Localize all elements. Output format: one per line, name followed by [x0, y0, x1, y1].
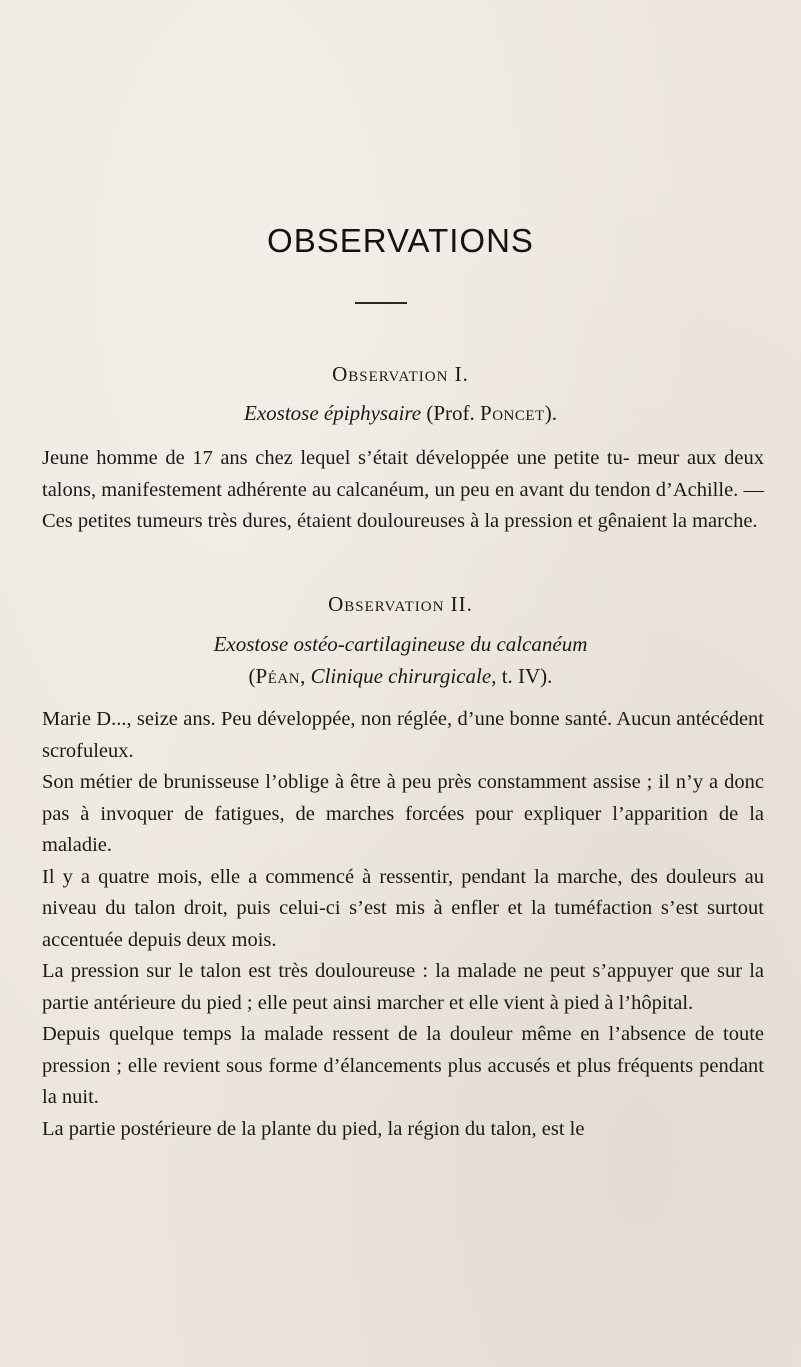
page-title: OBSERVATIONS [267, 222, 534, 259]
observation-2-ref-work: Clinique chirurgicale [310, 664, 492, 688]
observation-1-subtitle [0, 401, 801, 426]
observation-2-paragraph-5: Depuis quelque temps la malade ressent de la douleur même en l’absence de toute pression ; elle revient sous forme d’élancements plus accusés et plus fréquents pendant la nuit. [42, 1023, 764, 1108]
observation-2-ref-author: Péan [255, 664, 301, 688]
observation-2-paragraph-4: La pression sur le talon est très douloureuse : la malade ne peut s’appuyer que sur la partie antérieure du pied ; elle peut ainsi marcher et elle vient à pied à l’hôpital. [42, 960, 764, 1014]
observation-2-subtitle-italic: Exostose ostéo-cartilagineuse du calcanéum [213, 632, 588, 656]
observation-2-reference [0, 664, 801, 689]
observation-2-subtitle [0, 632, 801, 657]
observation-1-ref-open: (Prof. [426, 401, 481, 425]
observation-2-heading: Observation II. [328, 592, 473, 616]
observation-1-paragraph-1: Jeune homme de 17 ans chez lequel s’était développée une petite tu- meur aux deux talons, manifestement adhérente au calcanéum, un peu en avant du tendon d’Achille. — Ces petites tumeurs très dures, étaient douloureuses à la pression et gênaient la marche. [42, 447, 764, 532]
observation-1-ref-author: Poncet [480, 401, 545, 425]
observation-2-paragraph-1: Marie D..., seize ans. Peu développée, non réglée, d’une bonne santé. Aucun antécédent scrofuleux. [42, 708, 764, 762]
observation-2-paragraph-3: Il y a quatre mois, elle a commencé à ressentir, pendant la marche, des douleurs au niveau du talon droit, puis celui-ci s’est mis à enfler et la tuméfaction s’est surtout accentuée depuis deux mois. [42, 865, 764, 951]
observation-2-paragraph-6: La partie postérieure de la plante du pied, la région du talon, est le [42, 1117, 585, 1140]
observation-1-heading: Observation I. [332, 362, 469, 386]
observation-2-ref-open: ( [248, 664, 256, 688]
observation-2-ref-sep: , [300, 664, 311, 688]
observation-1-ref-close: ). [544, 401, 557, 425]
observation-1-body [42, 443, 764, 538]
observation-1-subtitle-italic: Exostose épiphysaire [244, 401, 422, 425]
title-divider [355, 302, 407, 304]
observation-2-body [42, 704, 764, 1145]
observation-2-ref-close: , t. IV). [491, 664, 553, 688]
observation-2-paragraph-2: Son métier de brunisseuse l’oblige à être à peu près constamment assise ; il n’y a donc pas à invoquer de fatigues, de marches forcées pour expliquer l’apparition de la maladie. [42, 771, 764, 856]
